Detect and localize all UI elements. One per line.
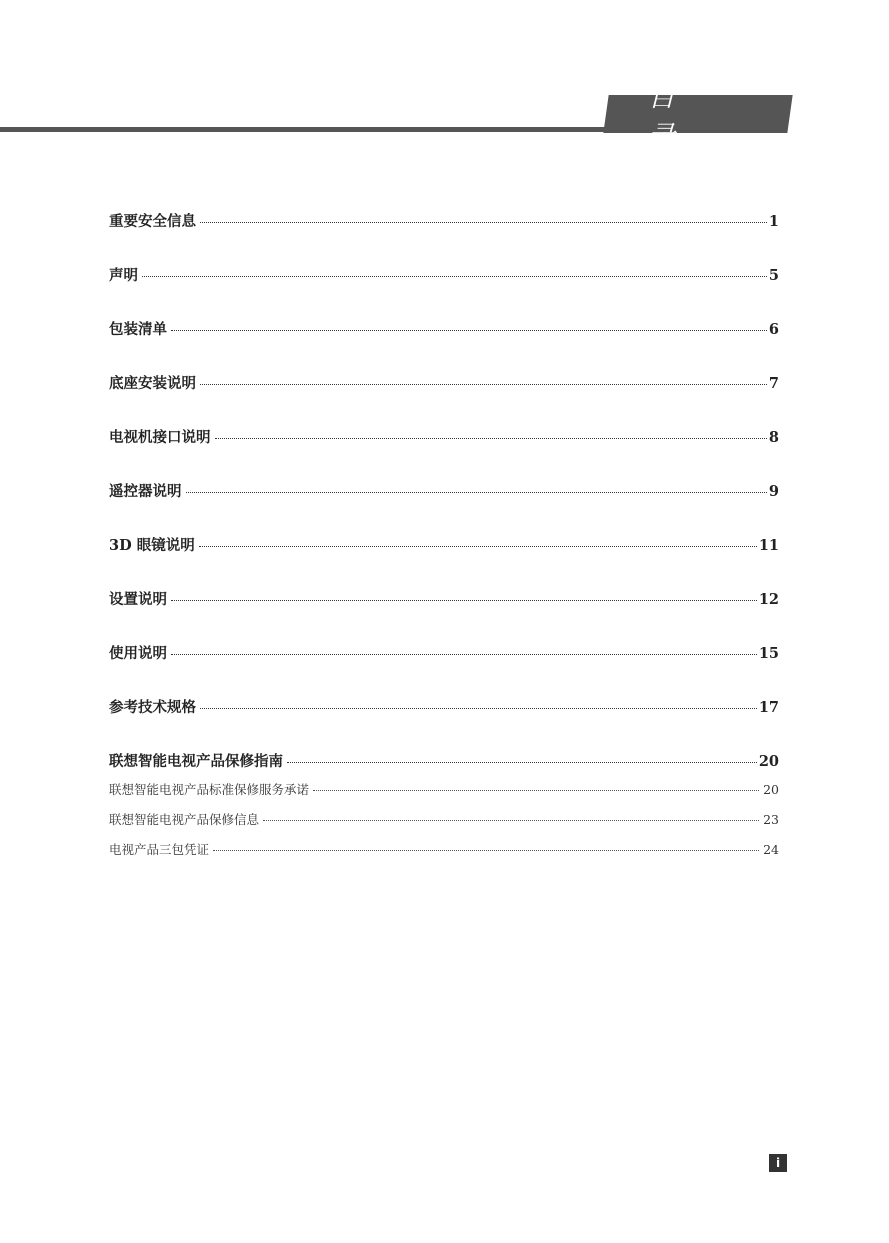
toc-subentry[interactable] (109, 810, 779, 840)
dot-leader (186, 491, 767, 493)
toc-subentry-label: 电视产品三包凭证 (109, 842, 210, 857)
toc-entry[interactable] (109, 588, 779, 642)
dot-leader (215, 437, 767, 439)
dot-leader (213, 849, 759, 851)
toc-entry-page: 11 (758, 537, 779, 554)
toc-entry-page: 5 (768, 267, 779, 284)
page-number-badge: i (769, 1154, 787, 1172)
toc-subentry-page: 24 (763, 842, 779, 857)
toc-entry-page: 8 (768, 429, 779, 446)
toc-entry-label: 声明 (109, 267, 138, 284)
toc-subentry-page: 23 (763, 812, 779, 827)
toc-entry[interactable] (109, 480, 779, 534)
dot-leader (171, 329, 767, 331)
toc-entry-label: 3D 眼镜说明 (109, 537, 195, 554)
toc-entry-page: 1 (768, 213, 779, 230)
toc-entry-page: 9 (768, 483, 779, 500)
toc-entry-page: 12 (758, 591, 779, 608)
toc-entry-label: 遥控器说明 (109, 483, 182, 500)
toc-subentry-label: 联想智能电视产品保修信息 (109, 812, 260, 827)
toc-entry-label: 电视机接口说明 (109, 429, 211, 446)
toc-subentry-page: 20 (763, 782, 779, 797)
header-rule (0, 127, 640, 132)
dot-leader (199, 545, 757, 547)
page-title: 目 录 (648, 82, 709, 152)
dot-leader (200, 221, 767, 223)
dot-leader (171, 653, 757, 655)
toc-entry-label: 底座安装说明 (109, 375, 196, 392)
dot-leader (142, 275, 767, 277)
toc-entry-page: 6 (768, 321, 779, 338)
toc-entry-page: 15 (758, 645, 779, 662)
toc-entry[interactable] (109, 534, 779, 588)
toc-entry-page: 17 (758, 699, 779, 716)
toc-entry[interactable] (109, 426, 779, 480)
toc-entry-page: 20 (758, 753, 779, 770)
toc-entry[interactable] (109, 210, 779, 264)
toc-entry-label: 包装清单 (109, 321, 167, 338)
toc-entry-label: 设置说明 (109, 591, 167, 608)
toc-entry[interactable] (109, 318, 779, 372)
toc-subentry[interactable] (109, 840, 779, 870)
dot-leader (263, 819, 759, 821)
toc-subentry[interactable] (109, 780, 779, 810)
toc-entry[interactable] (109, 642, 779, 696)
toc-entry[interactable] (109, 750, 779, 780)
toc-entry[interactable] (109, 696, 779, 750)
dot-leader (200, 383, 767, 385)
dot-leader (171, 599, 757, 601)
dot-leader (287, 761, 757, 763)
dot-leader (313, 789, 759, 791)
toc-entry-page: 7 (768, 375, 779, 392)
table-of-contents (109, 210, 779, 870)
toc-subentry-label: 联想智能电视产品标准保修服务承诺 (109, 782, 310, 797)
toc-entry[interactable] (109, 264, 779, 318)
toc-entry[interactable] (109, 372, 779, 426)
dot-leader (200, 707, 757, 709)
toc-entry-label: 重要安全信息 (109, 213, 196, 230)
toc-entry-label: 参考技术规格 (109, 699, 196, 716)
toc-entry-label: 使用说明 (109, 645, 167, 662)
toc-entry-label: 联想智能电视产品保修指南 (109, 753, 283, 770)
